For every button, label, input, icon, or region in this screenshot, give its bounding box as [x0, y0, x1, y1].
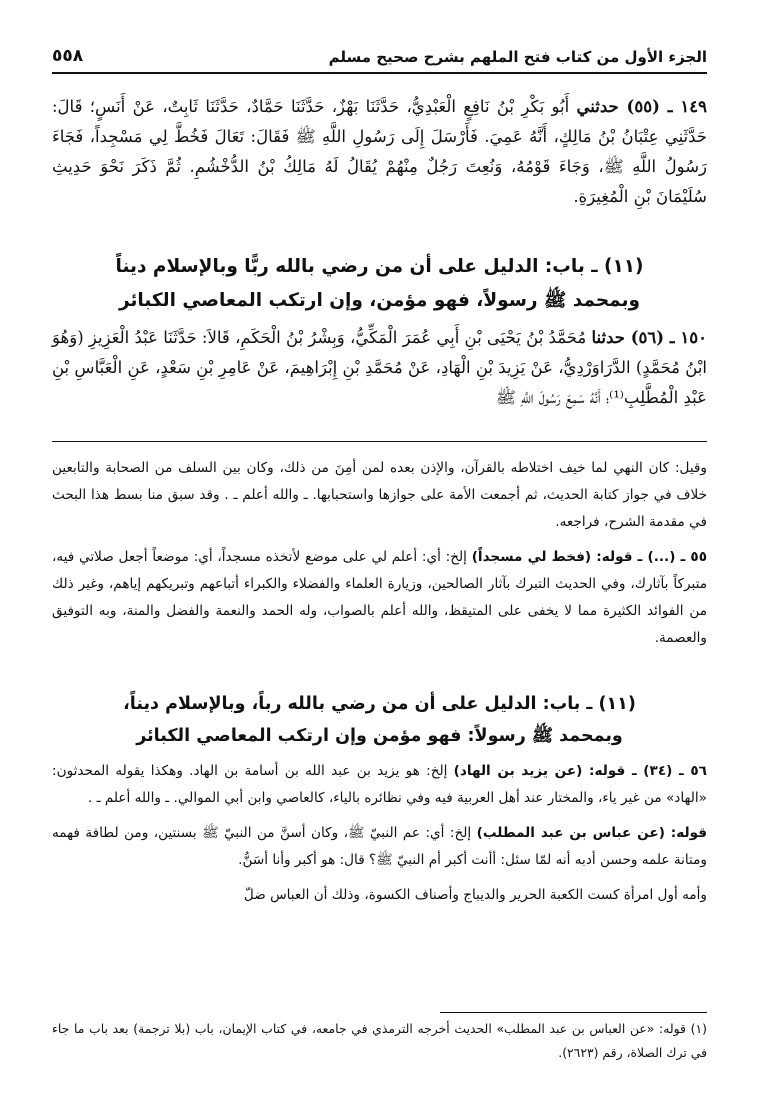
running-title: الجزء الأول من كتاب فتح الملهم بشرح صحيح مسلم	[328, 48, 707, 66]
footnote-divider	[440, 1012, 707, 1013]
commentary-continued	[52, 758, 707, 909]
hadith-text: مُحَمَّدُ بْنُ يَحْيَى بْنِ أَبِي عُمَرَ الْمَكِّيُّ، وَبِشْرُ بْنُ الْحَكَمِ، قَالاَ: حَدَّثَنَا عَبْدُ الْعَزِيزِ (وَهُوَ ابْنُ مُحَمَّدٍ) الدَّرَاوَرْدِيُّ، عَنْ يَزِيدَ بْنِ الْهَادِ، عَنْ مُحَمَّدِ بْنِ إِبْرَاهِيمَ، عَنْ عَامِرِ بْنِ سَعْدٍ، عَنِ الْعَبَّاسِ بْنِ عَبْدِ الْمُطَّلِبِ⁽¹⁾؛ أَنَّهُ سَمِعَ رَسُولَ اللَّهِ ﷺ	[52, 328, 707, 407]
hadith-text: أَبُو بَكْرِ بْنُ نَافِعٍ الْعَبْدِيُّ، حَدَّثَنَا بَهْزٌ، حَدَّثَنَا حَمَّادٌ، حَدَّثَنَا ثَابِتٌ، عَنْ أَنَسٍ؛ قَالَ: حَدَّثَنِي عِتْبَانُ بْنُ مَالِكٍ، أَنَّهُ عَمِيَ. فَأَرْسَلَ إِلَى رَسُولِ اللَّهِ ﷺ فَقَالَ: تَعَالَ فَخُطَّ لِي مَسْجِداً، فَجَاءَ رَسُولُ اللَّهِ ﷺ، وَجَاءَ قَوْمُهُ، وَنُعِتَ رَجُلٌ مِنْهُمْ يُقَالُ لَهُ مَالِكُ بْنُ الدُّخْشُمِ. ثُمَّ ذَكَرَ نَحْوَ حَدِيثِ سُلَيْمَانَ بْنِ الْمُغِيرَةِ.	[52, 97, 707, 206]
commentary-text: إلخ: أي: أعلم لي على موضع لأتخذه مسجداً، أي: موضعاً أجعل صلاتي فيه، متبركاً بآثارك، وفي الحديث التبرك بآثار الصالحين، وزيارة العلماء والفضلاء والكبراء أتباعهم وتبريكهم إياهم، وغير ذلك من الفوائد الكثيرة مما لا يخفى على المتيقظ، والله أعلم بالصواب، وله الحمد والنعمة والفضل والمنة، وبه التوفيق والعصمة.	[52, 549, 707, 646]
commentary-paragraph	[52, 820, 707, 874]
commentary-lead: ٥٥ ـ (...) ـ قوله: (فخط لي مسجداً)	[471, 549, 707, 565]
hadith-number: ١٤٩ ـ (٥٥) حدثني	[576, 97, 708, 116]
chapter-heading-line: وبمحمد ﷺ رسولاً، فهو مؤمن، وإن ارتكب المعاصي الكبائر	[118, 290, 641, 311]
chapter-heading-line: (١١) ـ باب: الدليل على أن من رضي بالله رباً، وبالإسلام ديناً،	[123, 694, 636, 714]
commentary	[52, 455, 707, 652]
chapter-heading-sharh	[52, 688, 707, 752]
chapter-heading-line: (١١) ـ باب: الدليل على أن من رضي بالله ربًّا وبالإسلام ديناً	[115, 256, 644, 277]
chapter-heading-matn	[52, 250, 707, 318]
commentary-lead: ٥٦ ـ (٣٤) ـ قوله: (عن يزيد بن الهاد)	[453, 763, 707, 779]
hadith-150	[52, 323, 707, 413]
matn-sharh-divider	[52, 441, 707, 442]
commentary-paragraph	[52, 758, 707, 812]
page-number: ٥٥٨	[52, 46, 84, 66]
commentary-text: إلخ: أي: عم النبيّ ﷺ، وكان أسنَّ من النبيّ ﷺ بسنتين، ومن لطافة فهمه ومتانة علمه وحسن أدبه أنه لمّا سئل: أأنت أكبر أم النبيّ ﷺ؟ قال: هو أكبر وأنا أسَنُّ.	[52, 825, 707, 868]
hadith-149	[52, 92, 707, 212]
commentary-paragraph: وأمه أول امرأة كست الكعبة الحرير والديباج وأصناف الكسوة، وذلك أن العباس ضلّ	[243, 887, 707, 903]
running-header	[52, 34, 707, 74]
commentary-lead: قوله: (عن عباس بن عبد المطلب)	[476, 825, 707, 841]
commentary-paragraph: وقيل: كان النهي لما خيف اختلاطه بالقرآن، والإذن بعده لمن أمِنَ من ذلك، وكان بين السلف من الصحابة والتابعين خلاف في جواز كتابة الحديث، ثم أجمعت الأمة على جوازها واستحبابها. ـ والله أعلم ـ . وقد سبق منا بسط هذا البحث في مقدمة الشرح، فراجعه.	[52, 460, 707, 530]
hadith-number: ١٥٠ ـ (٥٦) حدثنا	[591, 328, 707, 347]
footnote: (١) قوله: «عن العباس بن عبد المطلب» الحديث أخرجه الترمذي في جامعه، في كتاب الإيمان، باب (بلا ترجمة) بعد باب ما جاء في ترك الصلاة، رقم (٢٦٢٣).	[52, 1021, 707, 1060]
commentary-paragraph	[52, 544, 707, 652]
chapter-heading-line: وبمحمد ﷺ رسولاً: فهو مؤمن وإن ارتكب المعاصي الكبائر	[136, 726, 623, 746]
commentary-text: إلخ: هو يزيد بن عبد الله بن أسامة بن الهاد. وهكذا يقوله المحدثون: «الهاد» من غير ياء، والمختار عند أهل العربية فيه وفي نظائره بالياء، كالعاصي وابن أبي الموالي. ـ والله أعلم ـ .	[52, 763, 707, 806]
